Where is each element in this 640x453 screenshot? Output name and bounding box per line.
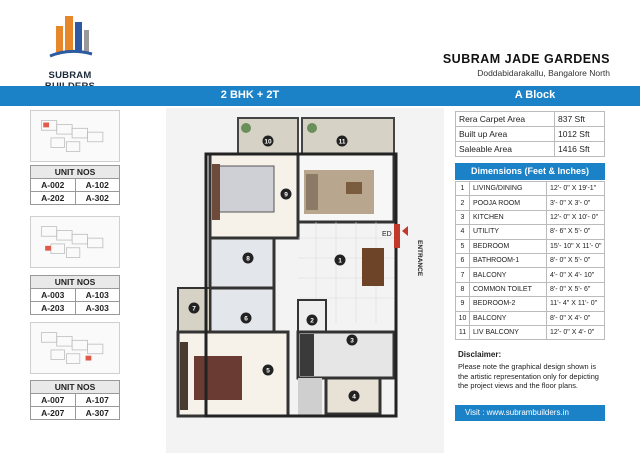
area-label: Built up Area bbox=[456, 127, 555, 142]
unit-number: A-003 bbox=[31, 289, 76, 302]
dimension-row bbox=[456, 297, 605, 311]
unit-number: A-303 bbox=[75, 302, 120, 315]
door-tag: ED bbox=[382, 231, 392, 238]
key-plan-image bbox=[31, 323, 119, 373]
common-toilet bbox=[210, 238, 274, 288]
room-size: 12'- 0" X 10'- 0" bbox=[547, 210, 605, 224]
website-link[interactable]: Visit : www.subrambuilders.in bbox=[455, 405, 605, 421]
disclaimer-text: Please note the graphical design shown is the artistic representation only for depicting the project views and the floor plans. bbox=[458, 362, 599, 391]
room-size: 15'- 10" X 11'- 0" bbox=[547, 239, 605, 253]
room-name: BATHROOM-1 bbox=[470, 253, 547, 267]
project-location: Doddabidarakallu, Bangalore North bbox=[477, 68, 610, 78]
entrance-label: ENTRANCE bbox=[416, 240, 423, 277]
dimension-row bbox=[456, 239, 605, 253]
unit-table-heading: UNIT NOS bbox=[31, 166, 120, 179]
row-number: 9 bbox=[456, 297, 470, 311]
room-label: 8 bbox=[246, 255, 250, 263]
unit-number: A-202 bbox=[31, 192, 76, 205]
unit-number: A-302 bbox=[75, 192, 120, 205]
building-logo-icon bbox=[46, 12, 94, 62]
unit-table-2 bbox=[30, 275, 120, 315]
dimension-row bbox=[456, 225, 605, 239]
unit-number: A-203 bbox=[31, 302, 76, 315]
row-number: 2 bbox=[456, 196, 470, 210]
block-name: A Block bbox=[514, 89, 556, 101]
dimension-row bbox=[456, 182, 605, 196]
row-number: 3 bbox=[456, 210, 470, 224]
dimension-row bbox=[456, 268, 605, 282]
key-plan-image bbox=[31, 111, 119, 161]
brand-logo bbox=[30, 12, 110, 82]
unit-number: A-207 bbox=[31, 407, 76, 420]
key-plan-image bbox=[31, 217, 119, 267]
area-table bbox=[455, 111, 605, 157]
dimensions-table bbox=[455, 181, 605, 340]
room-name: UTILITY bbox=[470, 225, 547, 239]
key-plan-2 bbox=[30, 216, 120, 268]
dimension-row bbox=[456, 325, 605, 339]
area-label: Rera Carpet Area bbox=[456, 112, 555, 127]
room-name: BEDROOM bbox=[470, 239, 547, 253]
room-size: 11'- 4" X 11'- 0" bbox=[547, 297, 605, 311]
room-label: 2 bbox=[310, 317, 314, 325]
unit-number: A-002 bbox=[31, 179, 76, 192]
unit-table-heading: UNIT NOS bbox=[31, 381, 120, 394]
balcony-11 bbox=[302, 118, 394, 154]
room-name: COMMON TOILET bbox=[470, 282, 547, 296]
room-label: 10 bbox=[264, 138, 272, 146]
unit-number: A-107 bbox=[75, 394, 120, 407]
room-size: 4'- 0" X 4'- 10" bbox=[547, 268, 605, 282]
row-number: 7 bbox=[456, 268, 470, 282]
area-value: 1416 Sft bbox=[555, 142, 605, 157]
dimension-row bbox=[456, 196, 605, 210]
room-size: 8'- 0" X 5'- 0" bbox=[547, 253, 605, 267]
area-row bbox=[456, 112, 605, 127]
room-label: 6 bbox=[244, 315, 248, 323]
row-number: 11 bbox=[456, 325, 470, 339]
room-label: 11 bbox=[338, 138, 346, 146]
key-plan-1 bbox=[30, 110, 120, 162]
disclaimer-title: Disclaimer: bbox=[458, 350, 502, 359]
brand-name: SUBRAM bbox=[48, 70, 92, 81]
dimensions-heading: Dimensions (Feet & Inches) bbox=[455, 163, 605, 180]
area-label: Saleable Area bbox=[456, 142, 555, 157]
room-size: 8'- 0" X 5'- 6" bbox=[547, 282, 605, 296]
room-name: KITCHEN bbox=[470, 210, 547, 224]
room-label: 3 bbox=[350, 337, 354, 345]
room-size: 8'- 0" X 4'- 0" bbox=[547, 311, 605, 325]
dimension-row bbox=[456, 210, 605, 224]
key-plan-3 bbox=[30, 322, 120, 374]
unit-number: A-103 bbox=[75, 289, 120, 302]
area-row bbox=[456, 127, 605, 142]
bathroom-1 bbox=[210, 288, 274, 332]
room-size: 12'- 0" X 19'-1" bbox=[547, 182, 605, 196]
row-number: 4 bbox=[456, 225, 470, 239]
area-row bbox=[456, 142, 605, 157]
unit-number: A-102 bbox=[75, 179, 120, 192]
dimension-row bbox=[456, 311, 605, 325]
unit-number: A-007 bbox=[31, 394, 76, 407]
unit-table-heading: UNIT NOS bbox=[31, 276, 120, 289]
floor-plan bbox=[166, 108, 444, 453]
room-label: 5 bbox=[266, 367, 270, 375]
area-value: 1012 Sft bbox=[555, 127, 605, 142]
room-size: 3'- 0" X 3'- 0" bbox=[547, 196, 605, 210]
room-size: 12'- 0" X 4'- 0" bbox=[547, 325, 605, 339]
room-name: BALCONY bbox=[470, 268, 547, 282]
row-number: 1 bbox=[456, 182, 470, 196]
room-size: 8'- 6" X 5'- 0" bbox=[547, 225, 605, 239]
room-label: 7 bbox=[192, 305, 196, 313]
row-number: 6 bbox=[456, 253, 470, 267]
area-value: 837 Sft bbox=[555, 112, 605, 127]
room-label: 9 bbox=[284, 191, 288, 199]
row-number: 8 bbox=[456, 282, 470, 296]
room-name: LIVING/DINING bbox=[470, 182, 547, 196]
dimension-row bbox=[456, 282, 605, 296]
room-label: 1 bbox=[338, 257, 342, 265]
room-name: BALCONY bbox=[470, 311, 547, 325]
row-number: 10 bbox=[456, 311, 470, 325]
project-header bbox=[443, 52, 610, 78]
unit-table-3 bbox=[30, 380, 120, 420]
room-name: LIV BALCONY bbox=[470, 325, 547, 339]
project-name: SUBRAM JADE GARDENS bbox=[442, 52, 610, 66]
unit-table-1 bbox=[30, 165, 120, 205]
room-name: POOJA ROOM bbox=[470, 196, 547, 210]
dimension-row bbox=[456, 253, 605, 267]
unit-config: 2 BHK + 2T bbox=[220, 89, 280, 101]
room-label: 4 bbox=[352, 393, 356, 401]
row-number: 5 bbox=[456, 239, 470, 253]
room-name: BEDROOM-2 bbox=[470, 297, 547, 311]
unit-number: A-307 bbox=[75, 407, 120, 420]
